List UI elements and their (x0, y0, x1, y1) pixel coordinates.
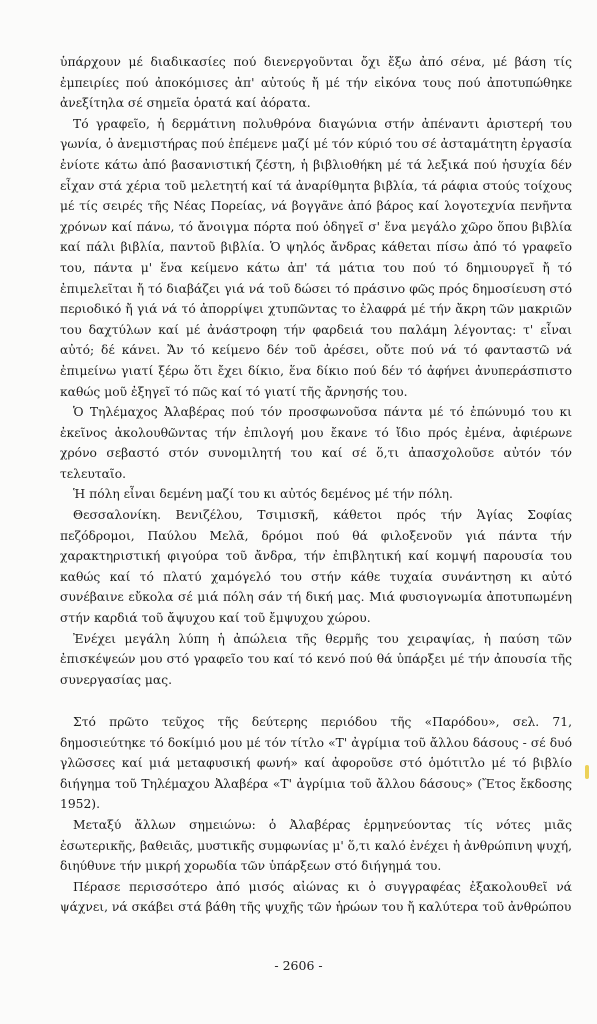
paragraph-4: Ἡ πόλη εἶναι δεμένη μαζί του κι αὐτός δεμένος μέ τήν πόλη. (73, 487, 453, 502)
margin-mark (585, 765, 589, 779)
text-section-1 (60, 52, 572, 690)
paragraph-3: Ὁ Τηλέμαχος Ἀλαβέρας πού τόν προσφωνοῦσα πάντα μέ τό ἐπώνυμό του κι ἐκεῖνος ἀκολουθῶντας τήν ἐπιλογή μου ἔκανε τό ἴδιο πρός ἐμένα, ἀφιέρωνε χρόνο σεβαστό στόν συνομιλητή του καί σέ ὅ,τι ἀπασχολοῦσε αὐτόν τόν τελευταῖο. (60, 405, 572, 481)
text-section-2 (60, 712, 572, 918)
paragraph-1: ὑπάρχουν μέ διαδικασίες πού διενεργοῦνται ὄχι ἔξω ἀπό σένα, μέ βάση τίς ἐμπειρίες πού ἀποκόμισες ἀπ' αὐτούς ἤ μέ τήν εἰκόνα τους πού ἀποτυπώθηκε ἀνεξίτηλα σέ σημεῖα ὁρατά καί ἀόρατα. (60, 55, 572, 111)
page-number: - 2606 - (274, 958, 323, 973)
paragraph-9: Πέρασε περισσότερο ἀπό μισός αἰώνας κι ὁ συγγραφέας ἐξακολουθεῖ νά ψάχνει, νά σκάβει στά βάθη τῆς ψυχῆς τῶν ἡρώων του ἤ καλύτερα τοῦ ἀνθρώπου (60, 879, 572, 915)
paragraph-7: Στό πρῶτο τεῦχος τῆς δεύτερης περιόδου τῆς «Παρόδου», σελ. 71, δημοσιεύτηκε τό δοκίμιό μου μέ τόν τίτλο «Τ' ἀγρίμια τοῦ ἄλλου δάσους - σέ δυό γλῶσσες καί μιά μεταφυσική φωνή» καί ἀφοροῦσε στό ὁμότιτλο μέ τό βιβλίο διήγημα τοῦ Τηλέμαχου Ἀλαβέρα «Τ' ἀγρίμια τοῦ ἄλλου δάσους» (Ἔτος ἔκδοσης 1952). (60, 715, 572, 812)
paragraph-5: Θεσσαλονίκη. Βενιζέλου, Τσιμισκῆ, κάθετοι πρός τήν Ἁγίας Σοφίας πεζόδρομοι, Παύλου Μελᾶ, δρόμοι πού θά φιλοξενοῦν γιά πάντα τήν χαρακτηριστική φιγούρα τοῦ ἄνδρα, τήν ἐπιβλητική καί κομψή παρουσία του καθώς καί τό πλατύ χαμόγελό του στήν κάθε τυχαία συνάντηση κι αὐτό συνέβαινε εὔκολα σέ μιά πόλη σάν τή δική μας. Μιά φυσιογνωμία ἀποτυπωμένη στήν καρδιά τοῦ ἄψυχου καί τοῦ ἔμψυχου χώρου. (60, 508, 572, 626)
paragraph-6: Ἐνέχει μεγάλη λύπη ἡ ἀπώλεια τῆς θερμῆς του χειραψίας, ἡ παύση τῶν ἐπισκέψεών μου στό γραφεῖο του καί τό κενό πού θά ὑπάρξει μέ τήν ἀπουσία τῆς συνεργασίας μας. (60, 631, 572, 687)
paragraph-2: Τό γραφεῖο, ἡ δερμάτινη πολυθρόνα διαγώνια στήν ἀπέναντι ἀριστερή του γωνία, ὁ ἀνεμιστήρας πού ἐπέμενε μαζί μέ τόν κύριό του σέ ἀσταμάτητη ἐργασία ἐνίοτε κάτω ἀπό βασανιστική ζέστη, ἡ βιβλιοθήκη μέ τά λεξικά πού ἡσυχία δέν εἶχαν στά χέρια τοῦ μελετητή καί τά ἀναρίθμητα βιβλία, τά ράφια στούς τοίχους μέ τίς σειρές τῆς Νέας Πορείας, νά βογγᾶνε ἀπό βάρος καί λογοτεχνία πενῆντα χρόνων καί πάνω, τό ἄνοιγμα πόρτα πού ὁδηγεῖ σ' ἕνα μεγάλο χῶρο ὅπου βιβλία καί πάλι βιβλία, παντοῦ βιβλία. Ὁ ψηλός ἄνδρας κάθεται πίσω ἀπό τό γραφεῖο του, πάντα μ' ἕνα κείμενο κάτω ἀπ' τά μάτια του πού τό δημιουργεῖ ἤ τό ἐπιμελεῖται ἤ τό διαβάζει γιά νά τοῦ δώσει τό πράσινο φῶς πρός δημοσίευση στό περιοδικό ἤ γιά νά τό ἀπορρίψει χτυπῶντας το ἐλαφρά μέ τήν ἄκρη τῶν μακριῶν του δαχτύλων καί μέ ἀνάστροφη τήν φαρδειά του παλάμη λέγοντας: τ' εἶναι αὐτό; δέ κάνει. Ἄν τό κείμενο δέν τοῦ ἀρέσει, οὔτε πού νά τό φανταστῶ νά ἐπιμείνω γιατί ξέρω ὅτι ἔχει δίκιο, ἕνα δίκιο πού δέν τό ἀφήνει ἀνυπεράσπιστο καθώς μοῦ ἐξηγεῖ τό πῶς καί τό γιατί τῆς ἄρνησής του. (60, 116, 572, 399)
paragraph-8: Μεταξύ ἄλλων σημειώνω: ὁ Ἀλαβέρας ἑρμηνεύοντας τίς νότες μιᾶς ἐσωτερικῆς, βαθειᾶς, μυστικῆς συμφωνίας μ' ὅ,τι καλό ἐνέχει ἡ ἀνθρώπινη ψυχή, διηύθυνε τήν μικρή χορωδία τῶν ὑπάρξεων στό διήγημά του. (60, 817, 572, 874)
